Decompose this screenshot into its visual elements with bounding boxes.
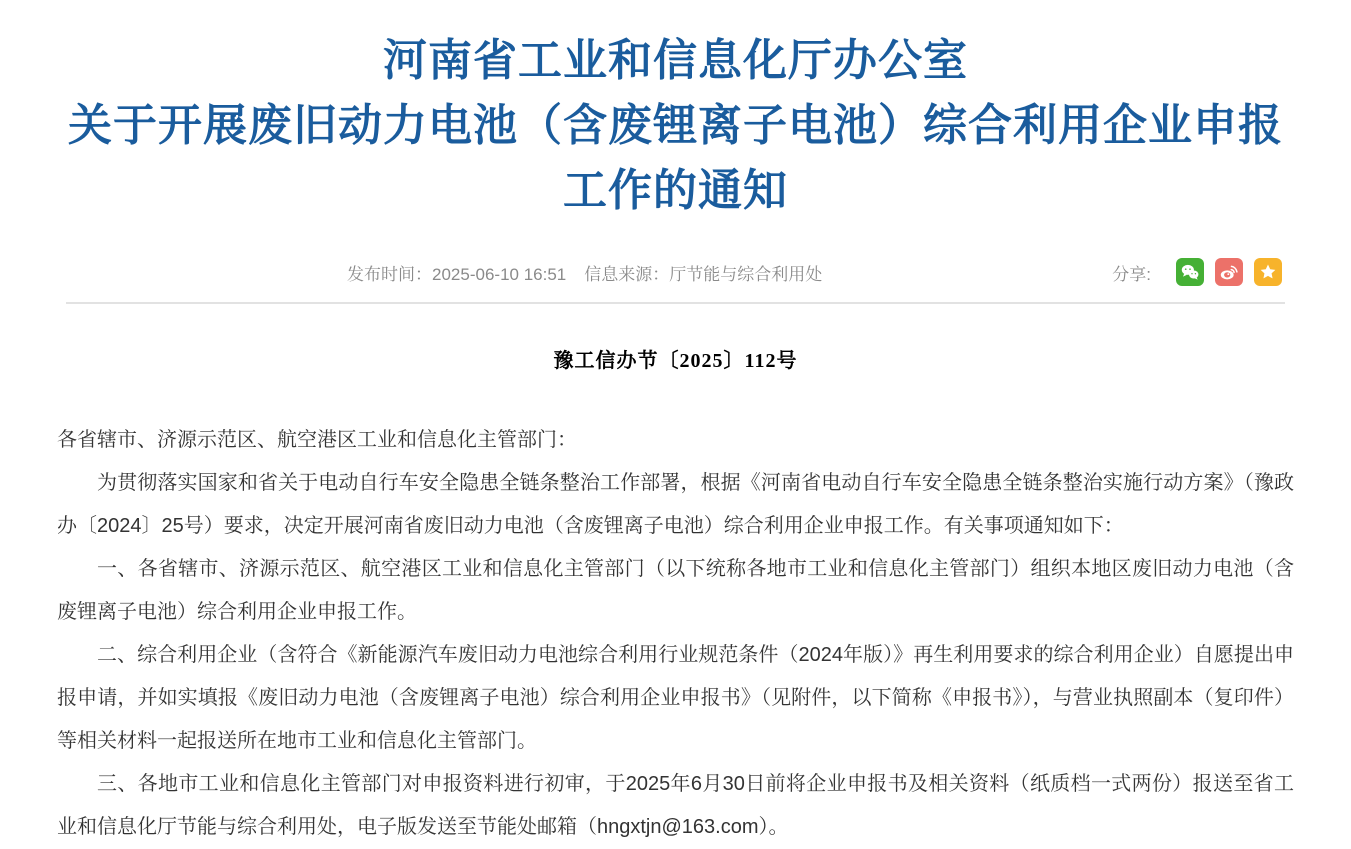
article-page — [57, 0, 1294, 849]
paragraph-4: 三、各地市工业和信息化主管部门对申报资料进行初审，于2025年6月30日前将企业申报书及相关资料（纸质档一式两份）报送至省工业和信息化厅节能与综合利用处，电子版发送至节能处邮箱（hngxtjn@163.com）。 — [57, 773, 1294, 838]
page-title-line2: 关于开展废旧动力电池（含废锂离子电池）综合利用企业申报 — [68, 101, 1283, 150]
source-value: 厅节能与综合利用处 — [669, 264, 823, 284]
page-title-line3: 工作的通知 — [563, 166, 788, 215]
publish-time-value: 2025-06-10 16:51 — [432, 264, 567, 284]
publish-time-label: 发布时间： — [347, 264, 433, 284]
page-title-line1: 河南省工业和信息化厅办公室 — [383, 36, 968, 85]
source-label: 信息来源： — [584, 264, 670, 284]
paragraph-3: 二、综合利用企业（含符合《新能源汽车废旧动力电池综合利用行业规范条件（2024年版）》再生利用要求的综合利用企业）自愿提出申报申请，并如实填报《废旧动力电池（含废锂离子电池）综合利用企业申报书》（见附件，以下简称《申报书》），与营业执照副本（复印件）等相关材料一起报送所在地市工业和信息化主管部门。 — [57, 644, 1294, 752]
share-bar — [1112, 258, 1294, 286]
wechat-share-button[interactable] — [1176, 258, 1204, 286]
paragraph-2: 一、各省辖市、济源示范区、航空港区工业和信息化主管部门（以下统称各地市工业和信息化主管部门）组织本地区废旧动力电池（含废锂离子电池）综合利用企业申报工作。 — [57, 558, 1294, 623]
weibo-icon — [1219, 262, 1239, 282]
favorite-share-button[interactable] — [1254, 258, 1282, 286]
article-body — [57, 419, 1294, 849]
wechat-icon — [1180, 262, 1200, 282]
meta-row — [57, 257, 1294, 287]
divider — [66, 302, 1285, 304]
paragraph-1: 为贯彻落实国家和省关于电动自行车安全隐患全链条整治工作部署，根据《河南省电动自行车安全隐患全链条整治实施行动方案》（豫政办〔2024〕25号）要求，决定开展河南省废旧动力电池（含废锂离子电池）综合利用企业申报工作。有关事项通知如下： — [57, 472, 1294, 537]
share-label: 分享: — [1112, 264, 1151, 284]
salutation: 各省辖市、济源示范区、航空港区工业和信息化主管部门： — [57, 429, 577, 451]
page-title — [57, 28, 1294, 223]
weibo-share-button[interactable] — [1215, 258, 1243, 286]
meta-text — [57, 260, 1112, 285]
doc-number: 豫工信办节〔2025〕112号 — [553, 350, 798, 372]
favorite-star-icon — [1258, 262, 1278, 282]
